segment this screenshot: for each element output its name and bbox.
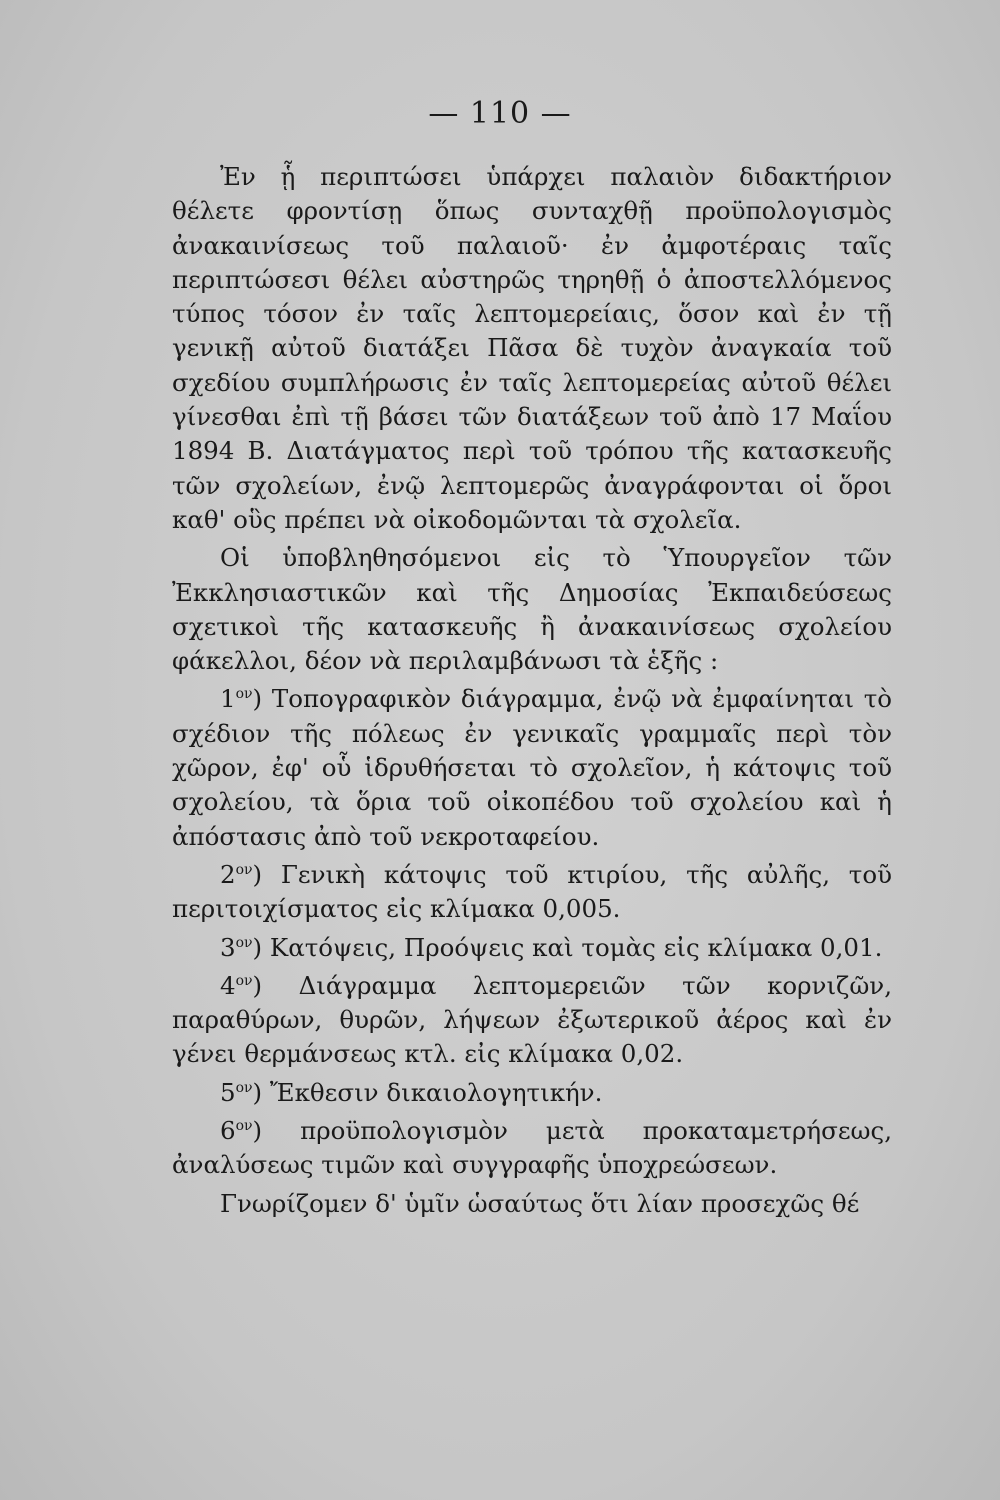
list-item (172, 931, 892, 965)
item-text: ) Διάγραμμα λεπτομερειῶν τῶν κορνιζῶν, παραθύρων, θυρῶν, λήψεων ἐξωτερικοῦ ἀέρος καὶ ἐν γένει θερμάνσεως κτλ. εἰς κλίμακα 0,02. (172, 970, 892, 1069)
item-ordinal: ον (235, 1117, 253, 1134)
item-text: ) Τοπογραφικὸν διάγραμμα, ἐνῷ νὰ ἐμφαίνηται τὸ σχέδιον τῆς πόλεως ἐν γενικαῖς γραμμαῖς περὶ τὸν χῶρον, ἐφ' οὗ ἱδρυθήσεται τὸ σχολεῖον, ἡ κάτοψις τοῦ σχολείου, τὰ ὅρια τοῦ οἰκοπέδου τοῦ σχολείου καὶ ἡ ἀπόστασις ἀπὸ τοῦ νεκροταφείου. (172, 684, 892, 851)
item-number: 1 (220, 684, 236, 714)
item-ordinal: ον (235, 972, 253, 989)
item-text: ) προϋπολογισμὸν μετὰ προκαταμετρήσεως, ἀναλύσεως τιμῶν καὶ συγγραφῆς ὑποχρεώσεων. (172, 1116, 892, 1180)
item-number: 3 (220, 932, 236, 962)
paragraph: Οἱ ὑποβληθησόμενοι εἰς τὸ Ὑπουργεῖον τῶν Ἐκκλησιαστικῶν καὶ τῆς Δημοσίας Ἐκπαιδεύσεως σχετικοὶ τῆς κατασκευῆς ἢ ἀνακαινίσεως σχολείου φάκελλοι, δέον νὰ περιλαμβάνωσι τὰ ἑξῆς : (172, 543, 892, 676)
list-item (172, 1076, 892, 1110)
paragraph: Ἐν ᾗ περιπτώσει ὑπάρχει παλαιὸν διδακτήριον θέλετε φροντίσῃ ὅπως συνταχθῇ προϋπολογισμὸς ἀνακαινίσεως τοῦ παλαιοῦ· ἐν ἀμφοτέραις ταῖς περιπτώσεσι θέλει αὐστηρῶς τηρηθῇ ὁ ἀποστελλόμενος τύπος τόσον ἐν ταῖς λεπτομερείαις, ὅσον καὶ ἐν τῇ γενικῇ αὐτοῦ διατάξει Πᾶσα δὲ τυχὸν ἀναγκαία τοῦ σχεδίου συμπλήρωσις ἐν ταῖς λεπτομερείας αὐτοῦ θέλει γίνεσθαι ἐπὶ τῇ βάσει τῶν διατάξεων τοῦ ἀπὸ 17 Μαΐου 1894 Β. Διατάγματος περὶ τοῦ τρόπου τῆς κατασκευῆς τῶν σχολείων, ἐνῷ λεπτομερῶς ἀναγράφονται οἱ ὅροι καθ' οὓς πρέπει νὰ οἰκοδομῶνται τὰ σχολεῖα. (172, 162, 892, 534)
item-ordinal: ον (235, 1079, 253, 1096)
item-ordinal: ον (235, 861, 253, 878)
item-ordinal: ον (235, 686, 253, 703)
item-text: ) Κατόψεις, Προόψεις καὶ τομὰς εἰς κλίμακα 0,01. (252, 932, 883, 962)
item-number: 4 (220, 970, 236, 1000)
item-number: 2 (220, 859, 236, 889)
item-number: 6 (220, 1116, 236, 1146)
body-text (172, 160, 892, 1221)
list-item (172, 858, 892, 927)
list-item (172, 969, 892, 1072)
item-text: ) Ἔκθεσιν δικαιολογητικήν. (252, 1077, 603, 1107)
list-item (172, 682, 892, 853)
item-ordinal: ον (235, 934, 253, 951)
item-text: ) Γενικὴ κάτοψις τοῦ κτιρίου, τῆς αὐλῆς, τοῦ περιτοιχίσματος εἰς κλίμακα 0,005. (172, 859, 892, 924)
item-number: 5 (220, 1077, 236, 1107)
closing-paragraph: Γνωρίζομεν δ' ὑμῖν ὡσαύτως ὅτι λίαν προσεχῶς θέ (220, 1188, 860, 1218)
list-item (172, 1114, 892, 1183)
page-number: — 110 — (428, 96, 572, 131)
